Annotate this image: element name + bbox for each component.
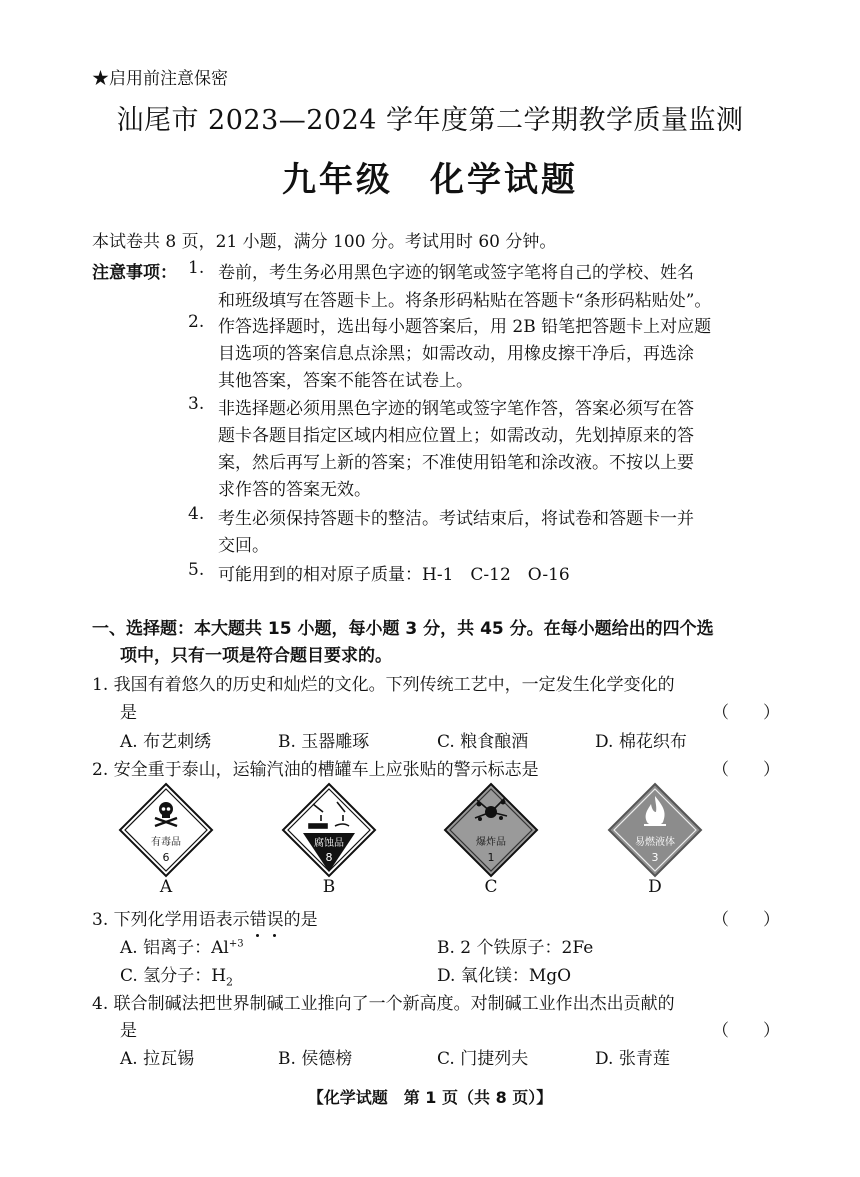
- answer-parentheses: （ ）: [712, 910, 780, 930]
- page-footer: 【化学试题 第 1 页（共 8 页）】: [307, 1088, 553, 1107]
- note-4-number: 4.: [188, 504, 205, 524]
- sign-number: 3: [651, 851, 659, 864]
- note-3-line: 案，然后再写上新的答案；不准使用铅笔和涂改液。不按以上要: [218, 453, 694, 473]
- subject-title: 九年级 化学试题: [282, 160, 578, 200]
- note-3-line: 非选择题必须用黑色字迹的钢笔或签字笔作答，答案必须写在答: [218, 399, 694, 419]
- sign-name: 腐蚀品: [314, 838, 344, 849]
- answer-parentheses: （ ）: [712, 760, 780, 780]
- note-4-line: 交回。: [218, 536, 269, 556]
- notes-label: 注意事项：: [92, 263, 177, 283]
- sign-label-d: D: [648, 877, 662, 897]
- question-1-text: 1. 我国有着悠久的历史和灿烂的文化。下列传统工艺中，一定发生化学变化的: [92, 675, 675, 695]
- note-4-line: 考生必须保持答题卡的整洁。考试结束后，将试卷和答题卡一并: [218, 509, 694, 529]
- option-c: C. 氢分子：$H_2$: [120, 966, 234, 989]
- question-3-text-post: 的是: [283, 910, 318, 930]
- sign-number: 1: [487, 851, 495, 864]
- note-5-line: 可能用到的相对原子质量：H-1 C-12 O-16: [218, 565, 570, 585]
- note-1-line: 卷前，考生务必用黑色字迹的钢笔或签字笔将自己的学校、姓名: [218, 263, 694, 283]
- option-a: A. 布艺刺绣: [120, 732, 212, 752]
- note-2-line: 目选项的答案信息点涂黑；如需改动，用橡皮擦干净后，再选涂: [218, 344, 694, 364]
- note-2-line: 作答选择题时，选出每小题答案后，用 2B 铅笔把答题卡上对应题: [218, 317, 712, 337]
- note-3-number: 3.: [188, 394, 205, 414]
- sign-number: 6: [162, 851, 170, 864]
- answer-parentheses: （ ）: [712, 703, 780, 723]
- sign-name: 易燃液体: [635, 837, 675, 848]
- answer-parentheses: （ ）: [712, 1021, 780, 1041]
- explosive-hazard-sign: [443, 782, 539, 878]
- note-5-number: 5.: [188, 560, 205, 580]
- option-d: D. 氧化镁：MgO: [437, 966, 572, 986]
- option-b: B. 2 个铁原子：2Fe: [437, 938, 594, 958]
- exam-intro: 本试卷共 8 页，21 小题，满分 100 分。考试用时 60 分钟。: [92, 232, 557, 252]
- question-4-text-cont: 是: [120, 1021, 137, 1041]
- sign-name: 爆炸品: [476, 837, 506, 848]
- sign-name: 有毒品: [151, 837, 181, 848]
- note-2-number: 2.: [188, 312, 205, 332]
- note-1-number: 1.: [188, 258, 205, 278]
- section-heading: 一、选择题：本大题共 15 小题，每小题 3 分，共 45 分。在每小题给出的四个选: [92, 619, 714, 639]
- note-1-line: 和班级填写在答题卡上。将条形码粘贴在答题卡“条形码粘贴处”。: [218, 291, 712, 311]
- emphasis-word: 错误: [250, 910, 284, 930]
- corrosive-hazard-sign: [281, 782, 377, 878]
- question-3-text: [92, 905, 318, 930]
- toxic-hazard-sign: [118, 782, 214, 878]
- question-1-text-cont: 是: [120, 703, 137, 723]
- option-c: C. 门捷列夫: [437, 1049, 529, 1069]
- note-3-line: 题卡各题目指定区域内相应位置上；如需改动，先划掉原来的答: [218, 426, 694, 446]
- flammable-liquid-hazard-sign: [607, 782, 703, 878]
- sign-label-a: A: [159, 877, 173, 897]
- option-b: B. 玉器雕琢: [278, 732, 370, 752]
- note-3-line: 求作答的答案无效。: [218, 480, 371, 500]
- confidential-notice: ★启用前注意保密: [92, 69, 228, 89]
- option-c: C. 粮食酿酒: [437, 732, 529, 752]
- option-d: D. 张青莲: [595, 1049, 670, 1069]
- sign-label-b: B: [322, 877, 336, 897]
- question-3-text-pre: 3. 下列化学用语表示: [92, 910, 250, 930]
- sign-label-c: C: [484, 877, 498, 897]
- note-2-line: 其他答案，答案不能答在试卷上。: [218, 371, 473, 391]
- option-b: B. 侯德榜: [278, 1049, 353, 1069]
- option-d: D. 棉花织布: [595, 732, 687, 752]
- section-heading-cont: 项中，只有一项是符合题目要求的。: [120, 646, 392, 666]
- exam-title: 汕尾市 2023—2024 学年度第二学期教学质量监测: [116, 105, 744, 136]
- question-4-text: 4. 联合制碱法把世界制碱工业推向了一个新高度。对制碱工业作出杰出贡献的: [92, 994, 675, 1014]
- option-a: A. 铝离子：$Al^{+3}$: [120, 938, 244, 958]
- question-2-text: 2. 安全重于泰山，运输汽油的槽罐车上应张贴的警示标志是: [92, 760, 539, 780]
- sign-number: 8: [325, 851, 333, 864]
- option-a: A. 拉瓦锡: [120, 1049, 195, 1069]
